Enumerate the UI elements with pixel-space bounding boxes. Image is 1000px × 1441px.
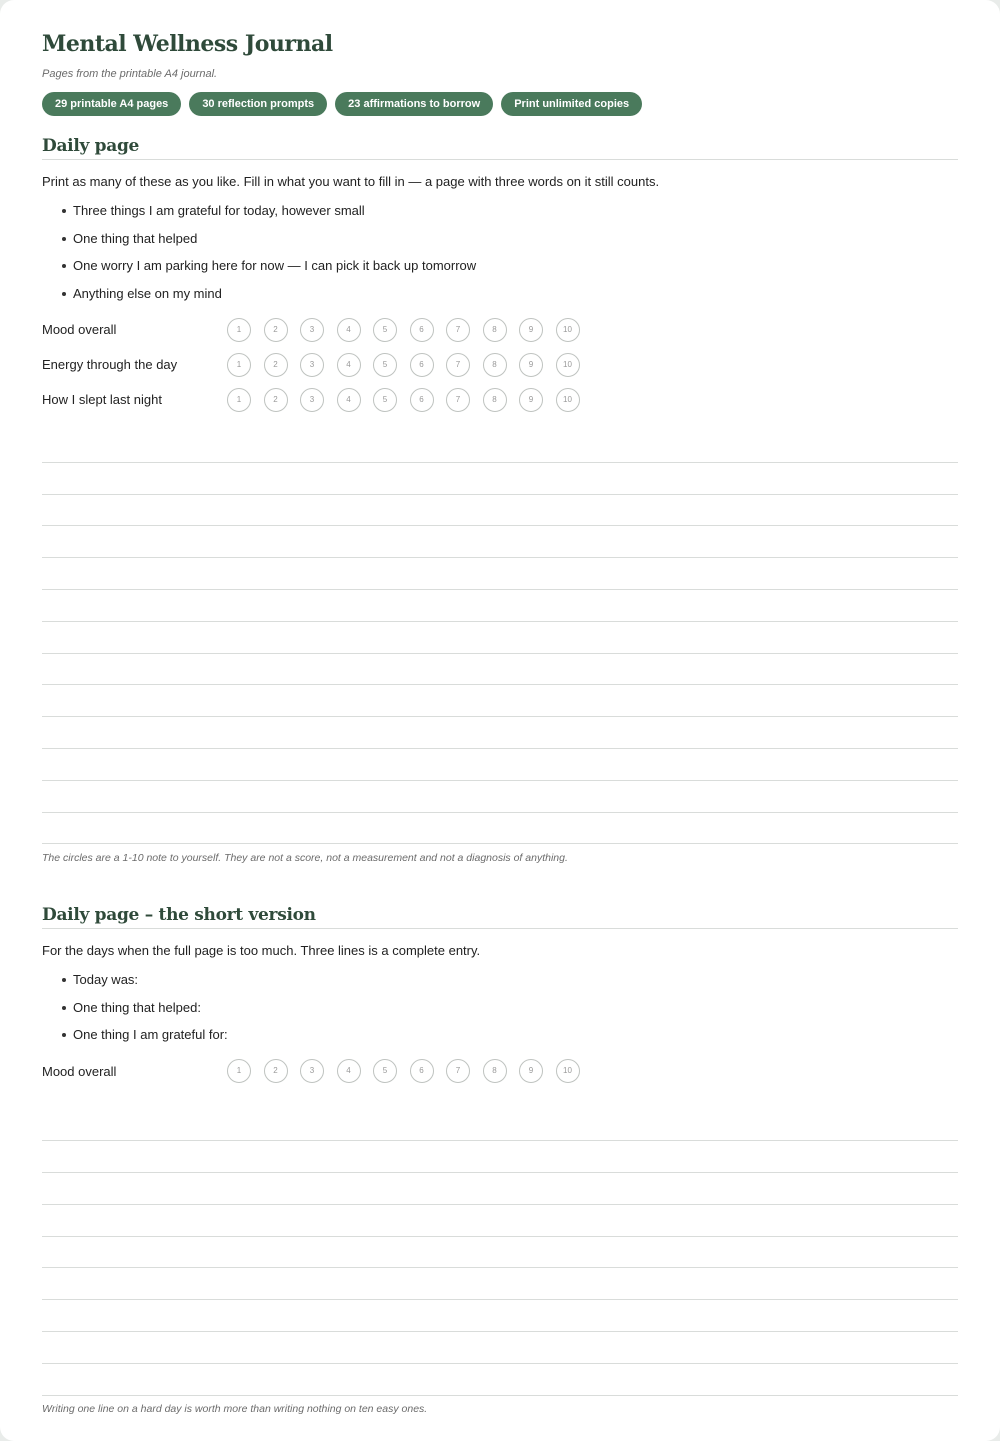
writing-line[interactable] bbox=[42, 1141, 958, 1173]
writing-line[interactable] bbox=[42, 1364, 958, 1396]
rating-circle[interactable]: 4 bbox=[337, 1059, 361, 1083]
rating-scale-label: Energy through the day bbox=[42, 357, 178, 372]
writing-line[interactable] bbox=[42, 781, 958, 813]
badge-print-unlimited: Print unlimited copies bbox=[501, 92, 642, 116]
rating-circles bbox=[227, 1059, 580, 1083]
short-page-heading: Daily page – the short version bbox=[42, 902, 958, 929]
rating-circles bbox=[227, 318, 580, 342]
rating-scale-row bbox=[42, 1054, 958, 1089]
short-footnote: Writing one line on a hard day is worth more than writing nothing on ten easy ones. bbox=[42, 1402, 428, 1415]
writing-line[interactable] bbox=[42, 813, 958, 845]
short-page-intro: For the days when the full page is too much. Three lines is a complete entry. bbox=[42, 943, 481, 958]
rating-scale-row bbox=[42, 312, 958, 347]
rating-circle[interactable]: 6 bbox=[410, 1059, 434, 1083]
prompt-item: Today was: bbox=[62, 971, 958, 999]
writing-line[interactable] bbox=[42, 622, 958, 654]
rating-circle[interactable]: 2 bbox=[264, 353, 288, 377]
rating-circle[interactable]: 10 bbox=[556, 353, 580, 377]
rating-circle[interactable]: 5 bbox=[373, 318, 397, 342]
rating-circle[interactable]: 10 bbox=[556, 318, 580, 342]
prompt-item: One thing that helped bbox=[62, 230, 958, 258]
rating-circle[interactable]: 6 bbox=[410, 388, 434, 412]
writing-line[interactable] bbox=[42, 1205, 958, 1237]
rating-circle[interactable]: 2 bbox=[264, 388, 288, 412]
prompt-item: Anything else on my mind bbox=[62, 285, 958, 313]
rating-circle[interactable]: 8 bbox=[483, 1059, 507, 1083]
page-subtitle: Pages from the printable A4 journal. bbox=[42, 68, 218, 80]
rating-scale-row bbox=[42, 382, 958, 417]
rating-scale-label: How I slept last night bbox=[42, 392, 162, 407]
writing-line[interactable] bbox=[42, 1300, 958, 1332]
rating-circle[interactable]: 10 bbox=[556, 388, 580, 412]
writing-line[interactable] bbox=[42, 749, 958, 781]
rating-circle[interactable]: 3 bbox=[300, 1059, 324, 1083]
writing-line[interactable] bbox=[42, 654, 958, 686]
short-page-section bbox=[42, 902, 958, 1417]
daily-page-heading: Daily page bbox=[42, 133, 958, 160]
rating-circle[interactable]: 9 bbox=[519, 1059, 543, 1083]
badge-affirmations: 23 affirmations to borrow bbox=[335, 92, 493, 116]
rating-circle[interactable]: 5 bbox=[373, 1059, 397, 1083]
prompt-item: One thing I am grateful for: bbox=[62, 1026, 958, 1054]
rating-circle[interactable]: 7 bbox=[446, 318, 470, 342]
rating-circle[interactable]: 1 bbox=[227, 1059, 251, 1083]
rating-circle[interactable]: 8 bbox=[483, 388, 507, 412]
writing-line[interactable] bbox=[42, 1110, 958, 1142]
prompt-item: One thing that helped: bbox=[62, 999, 958, 1027]
rating-circle[interactable]: 4 bbox=[337, 318, 361, 342]
rating-circle[interactable]: 1 bbox=[227, 318, 251, 342]
rating-circle[interactable]: 4 bbox=[337, 388, 361, 412]
writing-line[interactable] bbox=[42, 717, 958, 749]
rating-scale-label: Mood overall bbox=[42, 1063, 117, 1079]
rating-circle[interactable]: 3 bbox=[300, 388, 324, 412]
writing-line[interactable] bbox=[42, 558, 958, 590]
rating-circles bbox=[227, 388, 580, 412]
writing-line[interactable] bbox=[42, 495, 958, 527]
page-title: Mental Wellness Journal bbox=[42, 31, 333, 57]
writing-line[interactable] bbox=[42, 590, 958, 622]
writing-line[interactable] bbox=[42, 463, 958, 495]
rating-scale-row bbox=[42, 347, 958, 382]
rating-circle[interactable]: 3 bbox=[300, 353, 324, 377]
rating-circle[interactable]: 1 bbox=[227, 353, 251, 377]
writing-line[interactable] bbox=[42, 1237, 958, 1269]
rating-circle[interactable]: 9 bbox=[519, 388, 543, 412]
rating-circle[interactable]: 6 bbox=[410, 318, 434, 342]
writing-line[interactable] bbox=[42, 685, 958, 717]
daily-prompt-list bbox=[62, 202, 958, 312]
rating-circle[interactable]: 7 bbox=[446, 388, 470, 412]
rating-circle[interactable]: 5 bbox=[373, 353, 397, 377]
rating-circle[interactable]: 8 bbox=[483, 353, 507, 377]
rating-circle[interactable]: 10 bbox=[556, 1059, 580, 1083]
rating-circles bbox=[227, 353, 580, 377]
writing-line[interactable] bbox=[42, 431, 958, 463]
rating-circle[interactable]: 4 bbox=[337, 353, 361, 377]
daily-writing-area[interactable] bbox=[42, 431, 958, 844]
rating-circle[interactable]: 2 bbox=[264, 318, 288, 342]
short-writing-area[interactable] bbox=[42, 1110, 958, 1396]
short-prompt-list bbox=[62, 971, 958, 1054]
daily-page-intro: Print as many of these as you like. Fill in what you want to fill in — a page with three words on it still counts. bbox=[42, 174, 660, 189]
rating-circle[interactable]: 5 bbox=[373, 388, 397, 412]
rating-circle[interactable]: 7 bbox=[446, 1059, 470, 1083]
rating-circle[interactable]: 3 bbox=[300, 318, 324, 342]
prompt-item: Three things I am grateful for today, however small bbox=[62, 202, 958, 230]
rating-circle[interactable]: 9 bbox=[519, 353, 543, 377]
rating-circle[interactable]: 2 bbox=[264, 1059, 288, 1083]
rating-circle[interactable]: 6 bbox=[410, 353, 434, 377]
daily-page-section bbox=[42, 133, 958, 866]
badge-pages: 29 printable A4 pages bbox=[42, 92, 181, 116]
rating-circle[interactable]: 7 bbox=[446, 353, 470, 377]
badge-prompts: 30 reflection prompts bbox=[189, 92, 327, 116]
daily-scales bbox=[42, 312, 958, 417]
writing-line[interactable] bbox=[42, 1332, 958, 1364]
feature-badges bbox=[42, 92, 642, 116]
writing-line[interactable] bbox=[42, 1173, 958, 1205]
writing-line[interactable] bbox=[42, 1268, 958, 1300]
daily-footnote: The circles are a 1-10 note to yourself. They are not a score, not a measurement and not a diagnosis of anything. bbox=[42, 852, 568, 865]
rating-scale-label: Mood overall bbox=[42, 322, 117, 337]
prompt-item: One worry I am parking here for now — I can pick it back up tomorrow bbox=[62, 257, 958, 285]
rating-circle[interactable]: 9 bbox=[519, 318, 543, 342]
rating-circle[interactable]: 1 bbox=[227, 388, 251, 412]
rating-circle[interactable]: 8 bbox=[483, 318, 507, 342]
short-scales bbox=[42, 1054, 958, 1089]
writing-line[interactable] bbox=[42, 526, 958, 558]
